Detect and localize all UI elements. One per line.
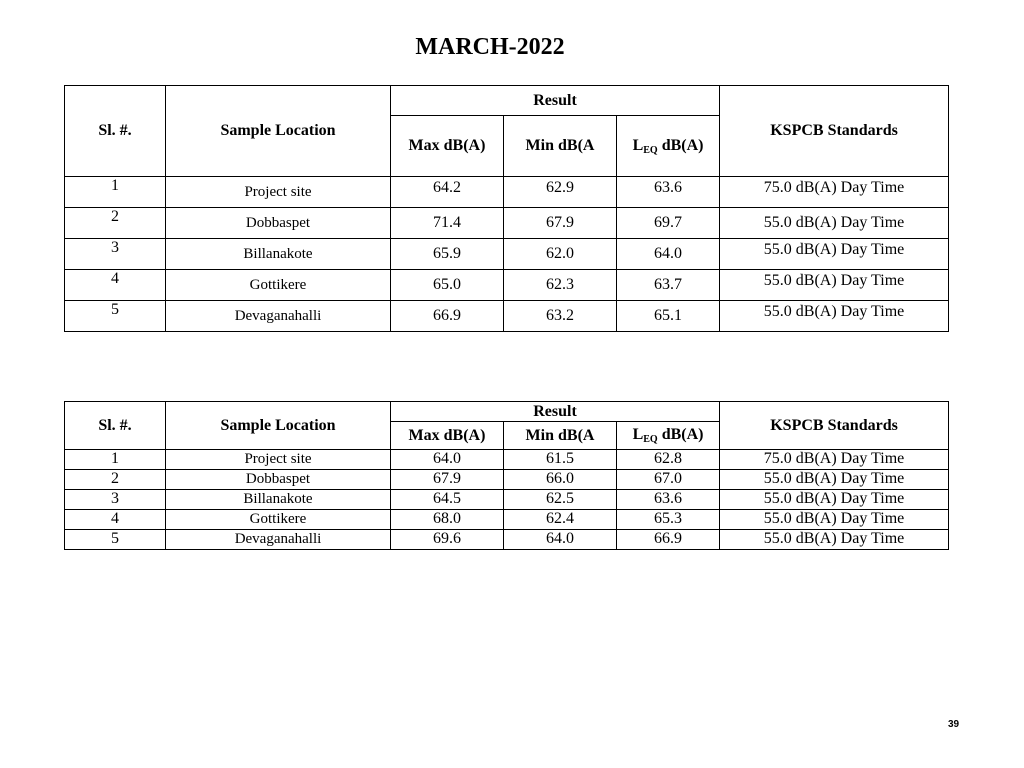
row-location: Gottikere: [166, 270, 391, 301]
row-standard: 55.0 dB(A) Day Time: [720, 510, 949, 530]
row-standard: 75.0 dB(A) Day Time: [720, 450, 949, 470]
row-standard: 55.0 dB(A) Day Time: [720, 270, 949, 301]
row-min: 62.9: [504, 177, 617, 208]
header-max: Max dB(A): [391, 422, 504, 450]
row-sl: 4: [65, 510, 166, 530]
row-max: 64.2: [391, 177, 504, 208]
header-standards: KSPCB Standards: [720, 402, 949, 450]
row-location: Billanakote: [166, 490, 391, 510]
row-max: 64.0: [391, 450, 504, 470]
row-leq: 63.6: [617, 177, 720, 208]
row-max: 69.6: [391, 530, 504, 550]
table-row: [65, 490, 949, 510]
row-max: 65.0: [391, 270, 504, 301]
row-location: Devaganahalli: [166, 530, 391, 550]
header-min: Min dB(A: [504, 422, 617, 450]
header-sl: Sl. #.: [65, 402, 166, 450]
row-max: 65.9: [391, 239, 504, 270]
row-leq: 67.0: [617, 470, 720, 490]
row-min: 62.0: [504, 239, 617, 270]
table-row: [65, 270, 949, 301]
header-location: Sample Location: [166, 402, 391, 450]
table-row: [65, 530, 949, 550]
row-min: 62.4: [504, 510, 617, 530]
noise-results-table-1: [64, 85, 949, 332]
row-max: 71.4: [391, 208, 504, 239]
header-max: Max dB(A): [391, 116, 504, 177]
row-sl: 1: [65, 177, 166, 208]
page-title: MARCH-2022: [415, 34, 565, 60]
header-location: Sample Location: [166, 86, 391, 177]
header-result: Result: [391, 402, 720, 422]
row-sl: 2: [65, 470, 166, 490]
header-leq: $L_{EQ}$ dB(A): [617, 116, 720, 177]
row-location: Gottikere: [166, 510, 391, 530]
row-min: 66.0: [504, 470, 617, 490]
row-min: 67.9: [504, 208, 617, 239]
row-leq: 65.3: [617, 510, 720, 530]
row-leq: 62.8: [617, 450, 720, 470]
table-row: [65, 450, 949, 470]
row-max: 67.9: [391, 470, 504, 490]
row-leq: 69.7: [617, 208, 720, 239]
table-row: [65, 208, 949, 239]
row-sl: 5: [65, 301, 166, 332]
row-standard: 55.0 dB(A) Day Time: [720, 239, 949, 270]
row-min: 62.5: [504, 490, 617, 510]
row-location: Project site: [166, 450, 391, 470]
table-row: [65, 239, 949, 270]
row-location: Devaganahalli: [166, 301, 391, 332]
row-standard: 55.0 dB(A) Day Time: [720, 530, 949, 550]
row-leq: 63.6: [617, 490, 720, 510]
header-min: Min dB(A: [504, 116, 617, 177]
table-row: [65, 470, 949, 490]
table-row: [65, 510, 949, 530]
row-min: 61.5: [504, 450, 617, 470]
page-number: 39: [948, 719, 960, 730]
row-min: 62.3: [504, 270, 617, 301]
row-min: 64.0: [504, 530, 617, 550]
row-location: Dobbaspet: [166, 208, 391, 239]
row-sl: 4: [65, 270, 166, 301]
row-max: 66.9: [391, 301, 504, 332]
table-row: [65, 177, 949, 208]
row-min: 63.2: [504, 301, 617, 332]
row-sl: 5: [65, 530, 166, 550]
noise-results-table-2: [64, 401, 949, 550]
row-location: Billanakote: [166, 239, 391, 270]
row-location: Project site: [166, 177, 391, 208]
row-leq: 66.9: [617, 530, 720, 550]
row-standard: 75.0 dB(A) Day Time: [720, 177, 949, 208]
row-leq: 63.7: [617, 270, 720, 301]
row-sl: 2: [65, 208, 166, 239]
row-leq: 65.1: [617, 301, 720, 332]
header-sl: Sl. #.: [65, 86, 166, 177]
row-location: Dobbaspet: [166, 470, 391, 490]
row-standard: 55.0 dB(A) Day Time: [720, 208, 949, 239]
row-max: 64.5: [391, 490, 504, 510]
header-result: Result: [391, 86, 720, 116]
row-sl: 3: [65, 490, 166, 510]
row-standard: 55.0 dB(A) Day Time: [720, 470, 949, 490]
header-standards: KSPCB Standards: [720, 86, 949, 177]
row-sl: 1: [65, 450, 166, 470]
row-leq: 64.0: [617, 239, 720, 270]
table-row: [65, 301, 949, 332]
header-leq: $L_{EQ}$ dB(A): [617, 422, 720, 450]
row-max: 68.0: [391, 510, 504, 530]
row-sl: 3: [65, 239, 166, 270]
row-standard: 55.0 dB(A) Day Time: [720, 490, 949, 510]
row-standard: 55.0 dB(A) Day Time: [720, 301, 949, 332]
